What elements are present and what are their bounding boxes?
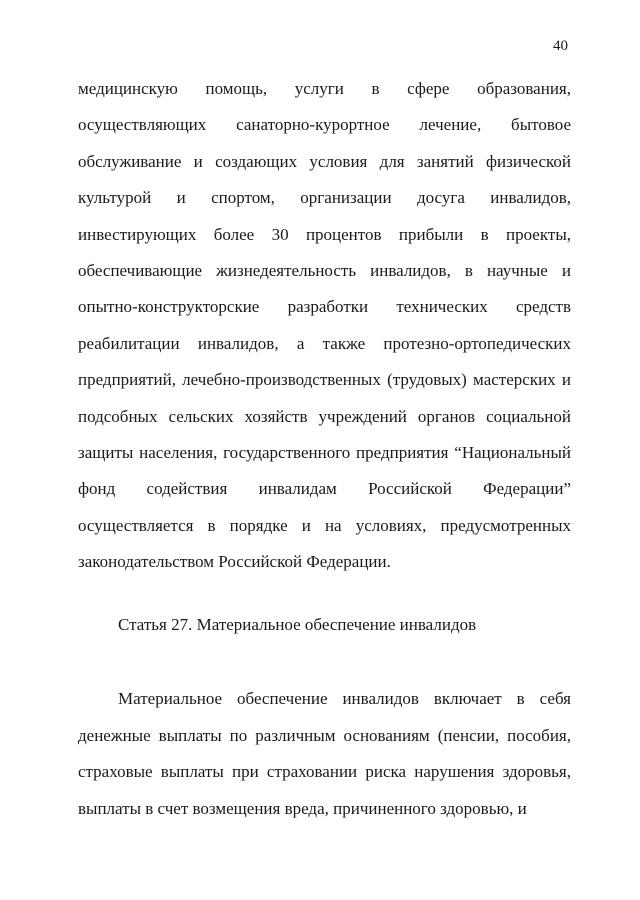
text-line: денежные выплаты по различным основаниям (пенсии, пособия, [78,725,571,745]
text-line: подсобных сельских хозяйств учреждений органов социальной [78,406,571,426]
text-line: реабилитации инвалидов, а также протезно-ортопедических [78,333,571,353]
text-line: предприятий, лечебно-производственных (трудовых) мастерских и [78,370,571,390]
article-heading: Статья 27. Материальное обеспечение инвалидов [118,615,477,634]
text-line: законодательством Российской Федерации. [78,552,391,572]
text-line: обеспечивающие жизнедеятельность инвалидов, в научные и [78,261,571,280]
text-line: культурой и спортом, организации досуга инвалидов, [78,188,571,208]
text-line: фонд содействия инвалидам Российской Федерации” [78,479,571,499]
text-line: осуществляется в порядке и на условиях, предусмотренных [78,515,571,535]
text-line: защиты населения, государственного предприятия “Национальный [78,443,571,462]
text-line: страховые выплаты при страховании риска нарушения здоровья, [78,762,571,782]
text-line: обслуживание и создающих условия для занятий физической [78,151,571,171]
text-line: опытно-конструкторские разработки технических средств [78,297,571,317]
text-line: осуществляющих санаторно-курортное лечение, бытовое [78,115,571,135]
page-number: 40 [553,38,568,54]
text-line: инвестирующих более 30 процентов прибыли в проекты, [78,224,571,244]
text-line: медицинскую помощь, услуги в сфере образования, [78,79,571,98]
text-line: Материальное обеспечение инвалидов включает в себя [118,689,571,708]
text-line: выплаты в счет возмещения вреда, причиненного здоровью, и [78,798,527,818]
